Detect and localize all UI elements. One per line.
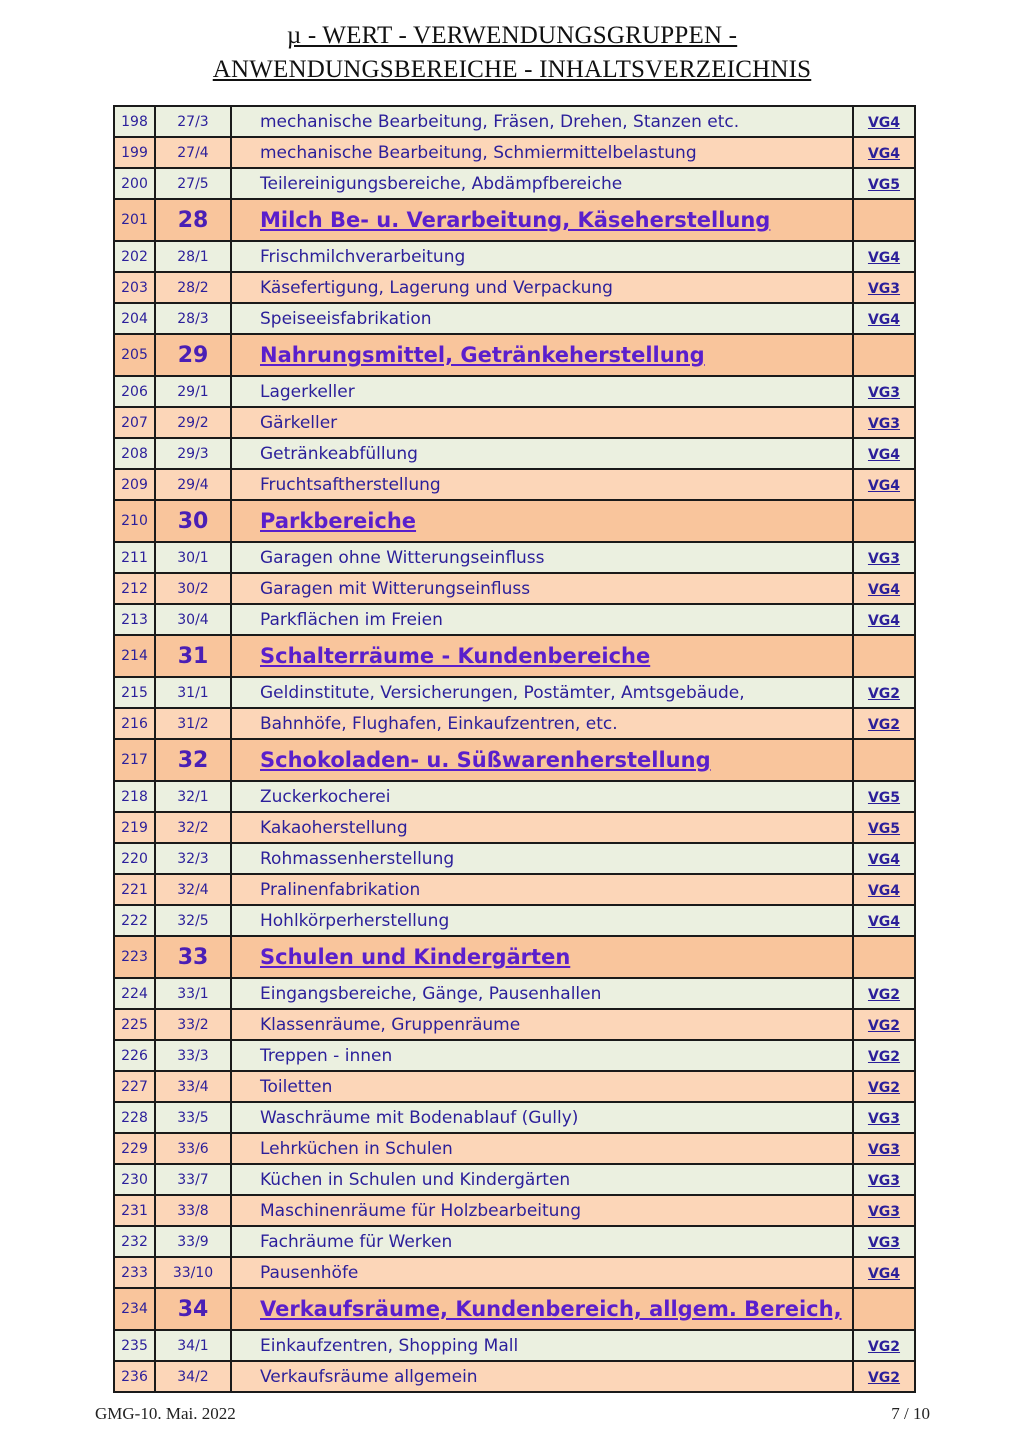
entry-row	[114, 168, 915, 199]
vg-link[interactable]: VG2	[867, 1339, 901, 1355]
entry-row	[114, 1226, 915, 1257]
row-number: 213	[114, 604, 155, 635]
entry-row	[114, 438, 915, 469]
row-number: 198	[114, 106, 155, 137]
vg-cell	[853, 843, 915, 874]
vg-link[interactable]: VG4	[867, 146, 901, 162]
row-number: 234	[114, 1288, 155, 1330]
vg-link[interactable]: VG3	[867, 281, 901, 297]
vg-cell	[853, 106, 915, 137]
section-title-link[interactable]: Nahrungsmittel, Getränkeherstellung	[231, 334, 853, 376]
section-code: 28/1	[155, 241, 231, 272]
entry-label: Garagen ohne Witterungseinfluss	[231, 542, 853, 573]
section-code: 30/2	[155, 573, 231, 604]
section-code: 34/2	[155, 1361, 231, 1392]
vg-cell	[853, 635, 915, 677]
row-number: 231	[114, 1195, 155, 1226]
section-code: 33/10	[155, 1257, 231, 1288]
row-number: 236	[114, 1361, 155, 1392]
entry-label: mechanische Bearbeitung, Schmiermittelbelastung	[231, 137, 853, 168]
section-title-link[interactable]: Verkaufsräume, Kundenbereich, allgem. Bereich,	[231, 1288, 853, 1330]
section-code: 30	[155, 500, 231, 542]
entry-row	[114, 1195, 915, 1226]
row-number: 204	[114, 303, 155, 334]
section-title-link[interactable]: Parkbereiche	[231, 500, 853, 542]
vg-cell	[853, 438, 915, 469]
row-number: 221	[114, 874, 155, 905]
entry-label: Lagerkeller	[231, 376, 853, 407]
vg-cell	[853, 241, 915, 272]
section-code: 29	[155, 334, 231, 376]
entry-row	[114, 1102, 915, 1133]
row-number: 202	[114, 241, 155, 272]
vg-cell	[853, 1009, 915, 1040]
row-number: 205	[114, 334, 155, 376]
vg-cell	[853, 905, 915, 936]
section-code: 31	[155, 635, 231, 677]
vg-link[interactable]: VG4	[867, 613, 901, 629]
entry-label: Treppen - innen	[231, 1040, 853, 1071]
vg-cell	[853, 936, 915, 978]
section-code: 30/4	[155, 604, 231, 635]
row-number: 212	[114, 573, 155, 604]
vg-link[interactable]: VG2	[867, 1049, 901, 1065]
vg-link[interactable]: VG4	[867, 312, 901, 328]
vg-cell	[853, 677, 915, 708]
section-code: 33	[155, 936, 231, 978]
row-number: 200	[114, 168, 155, 199]
row-number: 224	[114, 978, 155, 1009]
entry-label: Pralinenfabrikation	[231, 874, 853, 905]
vg-link[interactable]: VG2	[867, 686, 901, 702]
section-code: 28/2	[155, 272, 231, 303]
vg-cell	[853, 334, 915, 376]
vg-link[interactable]: VG3	[867, 1111, 901, 1127]
vg-cell	[853, 1102, 915, 1133]
vg-cell	[853, 1361, 915, 1392]
entry-label: Hohlkörperherstellung	[231, 905, 853, 936]
entry-label: Einkaufzentren, Shopping Mall	[231, 1330, 853, 1361]
vg-cell	[853, 739, 915, 781]
section-code: 29/1	[155, 376, 231, 407]
section-row	[114, 739, 915, 781]
entry-label: Kakaoherstellung	[231, 812, 853, 843]
entry-row	[114, 376, 915, 407]
section-code: 33/4	[155, 1071, 231, 1102]
toc-body	[114, 106, 915, 1392]
vg-cell	[853, 781, 915, 812]
section-title-link[interactable]: Schalterräume - Kundenbereiche	[231, 635, 853, 677]
vg-cell	[853, 1133, 915, 1164]
vg-cell	[853, 376, 915, 407]
entry-label: Parkflächen im Freien	[231, 604, 853, 635]
section-code: 27/3	[155, 106, 231, 137]
row-number: 211	[114, 542, 155, 573]
row-number: 233	[114, 1257, 155, 1288]
vg-link[interactable]: VG2	[867, 1370, 901, 1386]
row-number: 220	[114, 843, 155, 874]
entry-label: Bahnhöfe, Flughafen, Einkaufzentren, etc.	[231, 708, 853, 739]
section-row	[114, 500, 915, 542]
section-code: 32/2	[155, 812, 231, 843]
section-row	[114, 936, 915, 978]
page-title-line1: µ - WERT - VERWENDUNGSGRUPPEN -	[286, 22, 738, 49]
section-code: 28	[155, 199, 231, 241]
section-code: 32/4	[155, 874, 231, 905]
section-code: 27/4	[155, 137, 231, 168]
entry-label: Pausenhöfe	[231, 1257, 853, 1288]
vg-link[interactable]: VG3	[867, 551, 901, 567]
entry-label: Toiletten	[231, 1071, 853, 1102]
section-row	[114, 635, 915, 677]
entry-label: Fachräume für Werken	[231, 1226, 853, 1257]
row-number: 232	[114, 1226, 155, 1257]
entry-row	[114, 1164, 915, 1195]
section-code: 33/2	[155, 1009, 231, 1040]
toc-table	[113, 105, 916, 1393]
entry-label: Fruchtsaftherstellung	[231, 469, 853, 500]
section-row	[114, 1288, 915, 1330]
entry-label: Rohmassenherstellung	[231, 843, 853, 874]
row-number: 218	[114, 781, 155, 812]
row-number: 208	[114, 438, 155, 469]
entry-row	[114, 708, 915, 739]
section-code: 33/7	[155, 1164, 231, 1195]
vg-link[interactable]: VG4	[867, 250, 901, 266]
entry-row	[114, 303, 915, 334]
vg-link[interactable]: VG3	[867, 1173, 901, 1189]
entry-row	[114, 106, 915, 137]
row-number: 214	[114, 635, 155, 677]
vg-link[interactable]: VG3	[867, 1204, 901, 1220]
vg-link[interactable]: VG3	[867, 385, 901, 401]
vg-link[interactable]: VG5	[867, 821, 901, 837]
vg-cell	[853, 1288, 915, 1330]
vg-cell	[853, 1330, 915, 1361]
entry-row	[114, 241, 915, 272]
vg-cell	[853, 708, 915, 739]
row-number: 230	[114, 1164, 155, 1195]
vg-cell	[853, 1164, 915, 1195]
footer-date: GMG-10. Mai. 2022	[95, 1404, 236, 1423]
entry-row	[114, 1330, 915, 1361]
vg-link[interactable]: VG4	[867, 883, 901, 899]
section-code: 31/1	[155, 677, 231, 708]
row-number: 235	[114, 1330, 155, 1361]
vg-cell	[853, 1195, 915, 1226]
entry-row	[114, 137, 915, 168]
vg-link[interactable]: VG4	[867, 478, 901, 494]
page-title-line2: ANWENDUNGSBEREICHE - INHALTSVERZEICHNIS	[212, 56, 812, 83]
entry-row	[114, 1009, 915, 1040]
vg-link[interactable]: VG4	[867, 447, 901, 463]
section-code: 33/9	[155, 1226, 231, 1257]
vg-cell	[853, 272, 915, 303]
section-code: 34/1	[155, 1330, 231, 1361]
section-title-link[interactable]: Schulen und Kindergärten	[231, 936, 853, 978]
entry-row	[114, 407, 915, 438]
section-code: 32	[155, 739, 231, 781]
entry-row	[114, 1040, 915, 1071]
vg-cell	[853, 303, 915, 334]
row-number: 201	[114, 199, 155, 241]
section-code: 29/2	[155, 407, 231, 438]
entry-label: Gärkeller	[231, 407, 853, 438]
section-code: 28/3	[155, 303, 231, 334]
vg-cell	[853, 812, 915, 843]
entry-row	[114, 469, 915, 500]
vg-cell	[853, 199, 915, 241]
entry-row	[114, 1361, 915, 1392]
row-number: 225	[114, 1009, 155, 1040]
vg-link[interactable]: VG5	[867, 177, 901, 193]
section-code: 34	[155, 1288, 231, 1330]
section-code: 27/5	[155, 168, 231, 199]
vg-link[interactable]: VG2	[867, 1018, 901, 1034]
section-code: 32/5	[155, 905, 231, 936]
vg-cell	[853, 137, 915, 168]
vg-cell	[853, 1071, 915, 1102]
vg-link[interactable]: VG4	[867, 914, 901, 930]
entry-row	[114, 1071, 915, 1102]
vg-link[interactable]: VG4	[867, 582, 901, 598]
entry-label: Lehrküchen in Schulen	[231, 1133, 853, 1164]
entry-row	[114, 272, 915, 303]
entry-label: Garagen mit Witterungseinfluss	[231, 573, 853, 604]
vg-link[interactable]: VG3	[867, 1142, 901, 1158]
entry-row	[114, 812, 915, 843]
vg-cell	[853, 1040, 915, 1071]
entry-row	[114, 978, 915, 1009]
entry-label: Waschräume mit Bodenablauf (Gully)	[231, 1102, 853, 1133]
section-code: 29/3	[155, 438, 231, 469]
row-number: 210	[114, 500, 155, 542]
entry-label: Geldinstitute, Versicherungen, Postämter, Amtsgebäude,	[231, 677, 853, 708]
entry-row	[114, 604, 915, 635]
vg-link[interactable]: VG4	[867, 1266, 901, 1282]
vg-cell	[853, 1226, 915, 1257]
section-row	[114, 199, 915, 241]
entry-row	[114, 1133, 915, 1164]
entry-label: Teilereinigungsbereiche, Abdämpfbereiche	[231, 168, 853, 199]
row-number: 227	[114, 1071, 155, 1102]
entry-label: Küchen in Schulen und Kindergärten	[231, 1164, 853, 1195]
entry-label: Speiseeisfabrikation	[231, 303, 853, 334]
section-row	[114, 334, 915, 376]
vg-link[interactable]: VG4	[867, 852, 901, 868]
vg-cell	[853, 542, 915, 573]
section-code: 30/1	[155, 542, 231, 573]
vg-link[interactable]: VG5	[867, 790, 901, 806]
row-number: 199	[114, 137, 155, 168]
entry-label: Maschinenräume für Holzbearbeitung	[231, 1195, 853, 1226]
vg-cell	[853, 469, 915, 500]
entry-label: Frischmilchverarbeitung	[231, 241, 853, 272]
entry-label: Klassenräume, Gruppenräume	[231, 1009, 853, 1040]
entry-row	[114, 843, 915, 874]
section-code: 32/1	[155, 781, 231, 812]
entry-row	[114, 781, 915, 812]
section-code: 33/3	[155, 1040, 231, 1071]
section-code: 29/4	[155, 469, 231, 500]
row-number: 207	[114, 407, 155, 438]
row-number: 222	[114, 905, 155, 936]
vg-cell	[853, 407, 915, 438]
row-number: 223	[114, 936, 155, 978]
entry-label: Verkaufsräume allgemein	[231, 1361, 853, 1392]
vg-cell	[853, 978, 915, 1009]
section-title-link[interactable]: Schokoladen- u. Süßwarenherstellung	[231, 739, 853, 781]
section-code: 31/2	[155, 708, 231, 739]
vg-link[interactable]: VG2	[867, 987, 901, 1003]
entry-row	[114, 905, 915, 936]
vg-link[interactable]: VG4	[867, 115, 901, 131]
section-code: 32/3	[155, 843, 231, 874]
vg-cell	[853, 168, 915, 199]
row-number: 216	[114, 708, 155, 739]
vg-cell	[853, 500, 915, 542]
section-code: 33/8	[155, 1195, 231, 1226]
footer-page-number: 7 / 10	[891, 1404, 930, 1423]
entry-label: Eingangsbereiche, Gänge, Pausenhallen	[231, 978, 853, 1009]
entry-row	[114, 1257, 915, 1288]
row-number: 217	[114, 739, 155, 781]
vg-cell	[853, 573, 915, 604]
section-code: 33/5	[155, 1102, 231, 1133]
entry-label: Käsefertigung, Lagerung und Verpackung	[231, 272, 853, 303]
row-number: 219	[114, 812, 155, 843]
row-number: 209	[114, 469, 155, 500]
entry-row	[114, 573, 915, 604]
vg-cell	[853, 874, 915, 905]
section-title-link[interactable]: Milch Be- u. Verarbeitung, Käseherstellung	[231, 199, 853, 241]
vg-cell	[853, 1257, 915, 1288]
row-number: 229	[114, 1133, 155, 1164]
vg-link[interactable]: VG2	[867, 717, 901, 733]
entry-row	[114, 677, 915, 708]
entry-row	[114, 874, 915, 905]
entry-label: Getränkeabfüllung	[231, 438, 853, 469]
row-number: 215	[114, 677, 155, 708]
row-number: 206	[114, 376, 155, 407]
section-code: 33/6	[155, 1133, 231, 1164]
vg-link[interactable]: VG3	[867, 1235, 901, 1251]
entry-row	[114, 542, 915, 573]
vg-cell	[853, 604, 915, 635]
entry-label: Zuckerkocherei	[231, 781, 853, 812]
row-number: 228	[114, 1102, 155, 1133]
row-number: 226	[114, 1040, 155, 1071]
section-code: 33/1	[155, 978, 231, 1009]
vg-link[interactable]: VG3	[867, 416, 901, 432]
vg-link[interactable]: VG2	[867, 1080, 901, 1096]
row-number: 203	[114, 272, 155, 303]
entry-label: mechanische Bearbeitung, Fräsen, Drehen, Stanzen etc.	[231, 106, 853, 137]
